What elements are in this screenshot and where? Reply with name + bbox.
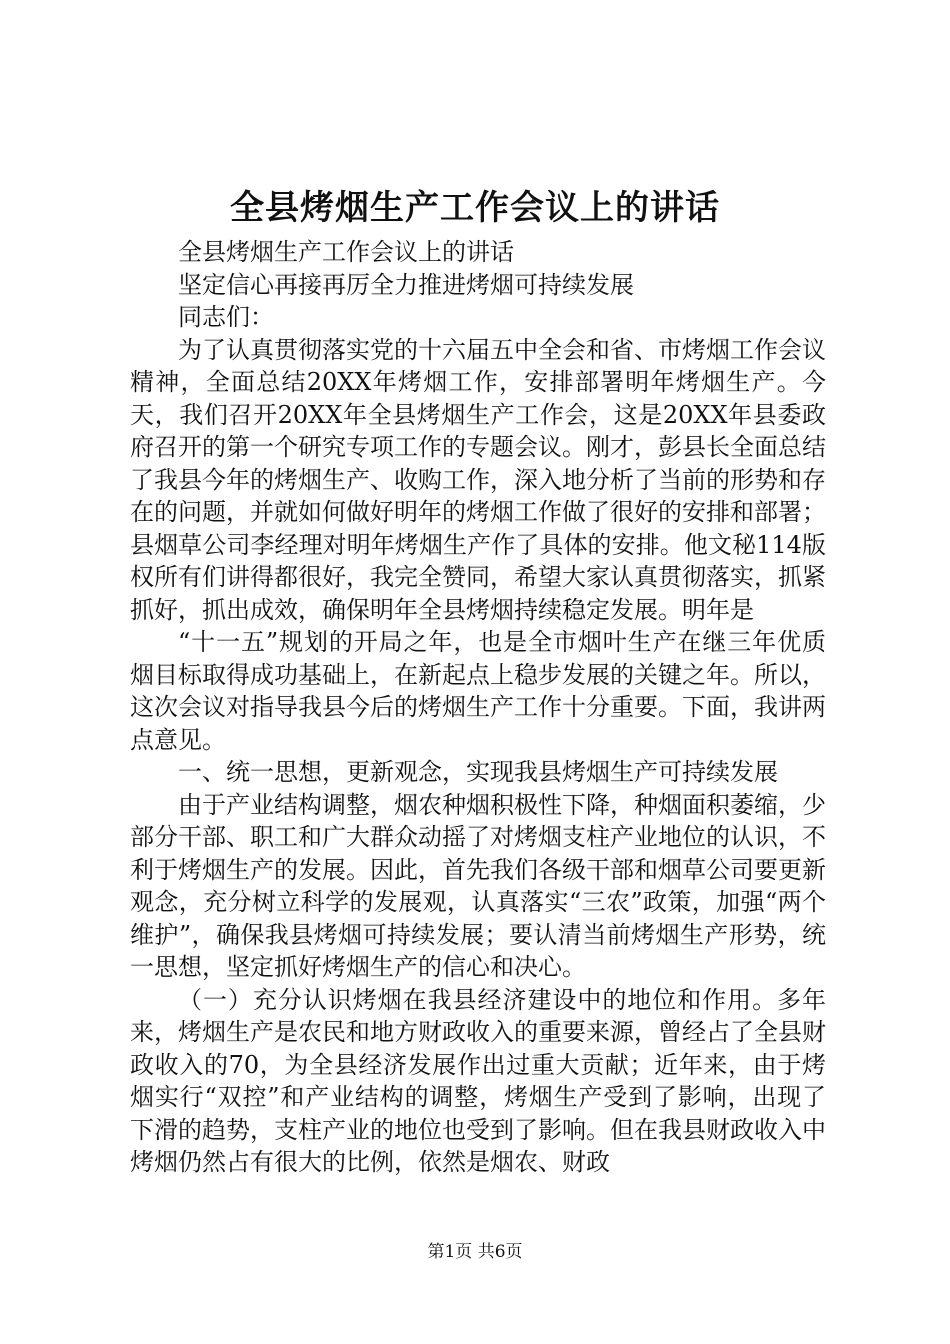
- paragraph-salutation: 同志们：: [178, 303, 274, 331]
- section-heading-1: 一、统一思想，更新观念，实现我县烤烟生产可持续发展: [178, 758, 778, 786]
- paragraph-intro: 为了认真贯彻落实党的十六届五中全会和省、市烤烟工作会议精神，全面总结20XX年烤烟工作，安排部署明年烤烟生产。今天，我们召开20XX年全县烤烟生产工作会，这是20XX年县委政府召开的第一个研究专项工作的专题会议。刚才，彭县长全面总结了我县今年的烤烟生产、收购工作，深入地分析了当前的形势和存在的问题，并就如何做好明年的烤烟工作做了很好的安排和部署；县烟草公司李经理对明年烤烟生产作了具体的安排。他文秘114版权所有们讲得都很好，我完全赞同，希望大家认真贯彻落实，抓紧抓好，抓出成效，确保明年全县烤烟持续稳定发展。明年是: [130, 335, 826, 624]
- document-title: 全县烤烟生产工作会议上的讲话: [230, 188, 720, 228]
- paragraph-subtitle: 坚定信心再接再厉全力推进烤烟可持续发展: [178, 270, 634, 299]
- paragraph-subsection-1: （一）充分认识烤烟在我县经济建设中的地位和作用。多年来，烤烟生产是农民和地方财政收入的重要来源，曾经占了全县财政收入的70，为全县经济发展作出过重大贡献；近年来，由于烤烟实行“双控”和产业结构的调整，烤烟生产受到了影响，出现了下滑的趋势，支柱产业的地位也受到了影响。但在我县财政收入中烤烟仍然占有很大的比例，依然是烟农、财政: [130, 985, 826, 1176]
- paragraph-heading-repeat: 全县烤烟生产工作会议上的讲话: [178, 238, 514, 266]
- paragraph-next-year: “十一五”规划的开局之年，也是全市烟叶生产在继三年优质烟目标取得成功基础上，在新起点上稳步发展的关键之年。所以，这次会议对指导我县今后的烤烟生产工作十分重要。下面，我讲两点意见。: [130, 628, 826, 754]
- page-number-footer: 第1页 共6页: [427, 1242, 523, 1262]
- document-body: [130, 236, 826, 1179]
- paragraph-section-1-body: 由于产业结构调整，烟农种烟积极性下降，种烟面积萎缩，少部分干部、职工和广大群众动摇了对烤烟支柱产业地位的认识，不利于烤烟生产的发展。因此，首先我们各级干部和烟草公司要更新观念，充分树立科学的发展观，认真落实“三农”政策，加强“两个维护”，确保我县烤烟可持续发展；要认清当前烤烟生产形势，统一思想，坚定抓好烤烟生产的信心和决心。: [130, 790, 826, 981]
